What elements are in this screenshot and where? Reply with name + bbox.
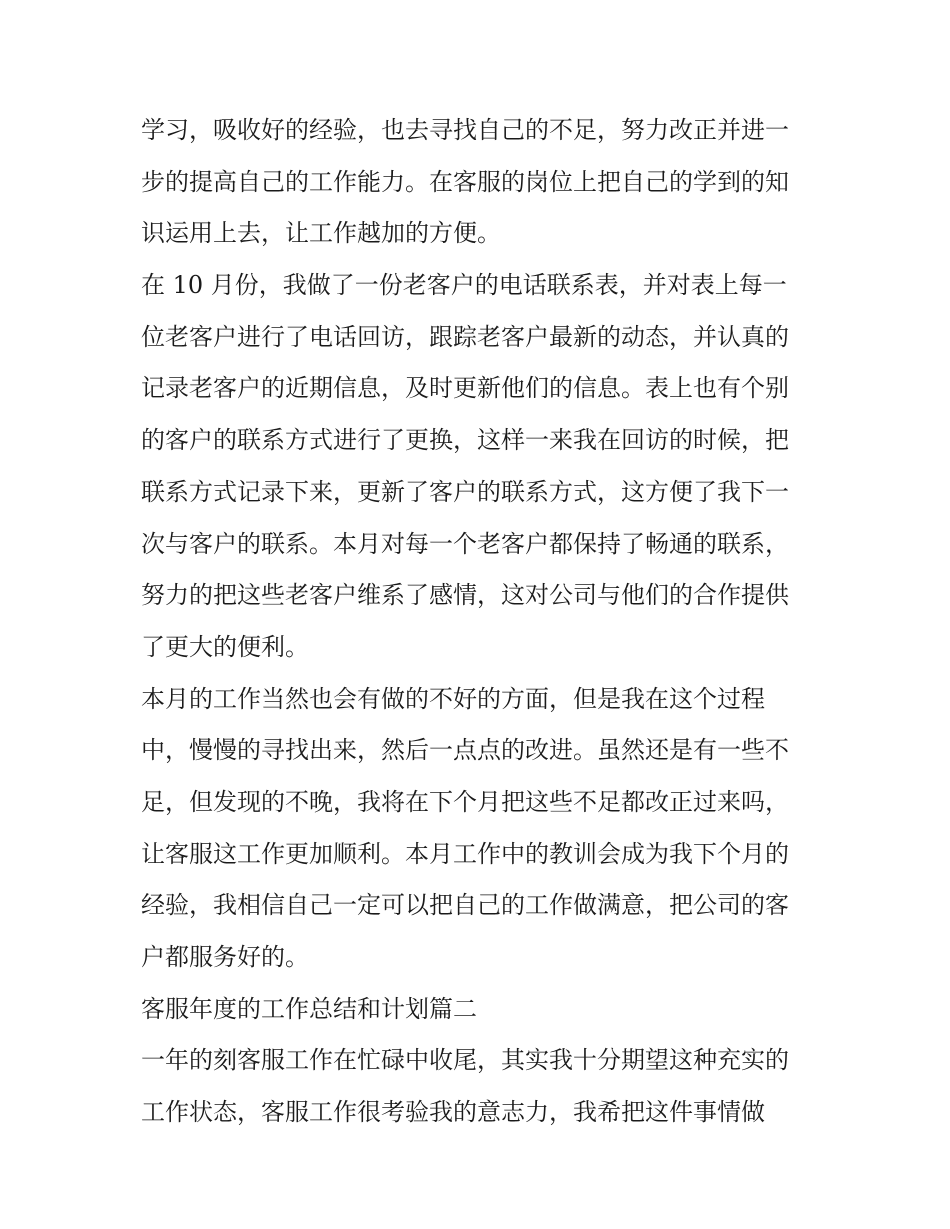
text-line: 了更大的便利。 [141, 632, 309, 661]
text-line: 本月的工作当然也会有做的不好的方面，但是我在这个过程 [141, 684, 765, 713]
text-line: 位老客户进行了电话回访，跟踪老客户最新的动态，并认真的 [141, 322, 789, 351]
text-line: 记录老客户的近期信息，及时更新他们的信息。表上也有个别 [141, 374, 789, 403]
document-body [141, 105, 816, 1139]
text-line: 学习，吸收好的经验，也去寻找自己的不足，努力改正并进一 [141, 116, 789, 144]
text-line: 在 10 月份，我做了一份老客户的电话联系表，并对表上每一 [141, 271, 787, 300]
text-line: 中，慢慢的寻找出来，然后一点点的改进。虽然还是有一些不 [141, 736, 789, 765]
text-line: 工作状态，客服工作很考验我的意志力，我希把这件事情做 [141, 1098, 765, 1127]
text-line: 识运用上去，让工作越加的方便。 [141, 219, 501, 248]
text-line: 的客户的联系方式进行了更换，这样一来我在回访的时候，把 [141, 426, 789, 455]
text-line: 经验，我相信自己一定可以把自己的工作做满意，把公司的客 [141, 891, 789, 920]
text-line: 联系方式记录下来，更新了客户的联系方式，这方便了我下一 [141, 477, 789, 506]
text-line: 一年的刻客服工作在忙碌中收尾，其实我十分期望这种充实的 [141, 1046, 789, 1075]
text-line: 让客服这工作更加顺利。本月工作中的教训会成为我下个月的 [141, 839, 789, 868]
text-line: 户都服务好的。 [141, 943, 309, 971]
text-line: 足，但发现的不晚，我将在下个月把这些不足都改正过来吗， [141, 787, 789, 816]
section-heading: 客服年度的工作总结和计划篇二 [141, 994, 477, 1023]
text-line: 努力的把这些老客户维系了感情，这对公司与他们的合作提供 [141, 581, 789, 610]
text-line: 步的提高自己的工作能力。在客服的岗位上把自己的学到的知 [141, 167, 789, 196]
text-line: 次与客户的联系。本月对每一个老客户都保持了畅通的联系， [141, 529, 789, 558]
